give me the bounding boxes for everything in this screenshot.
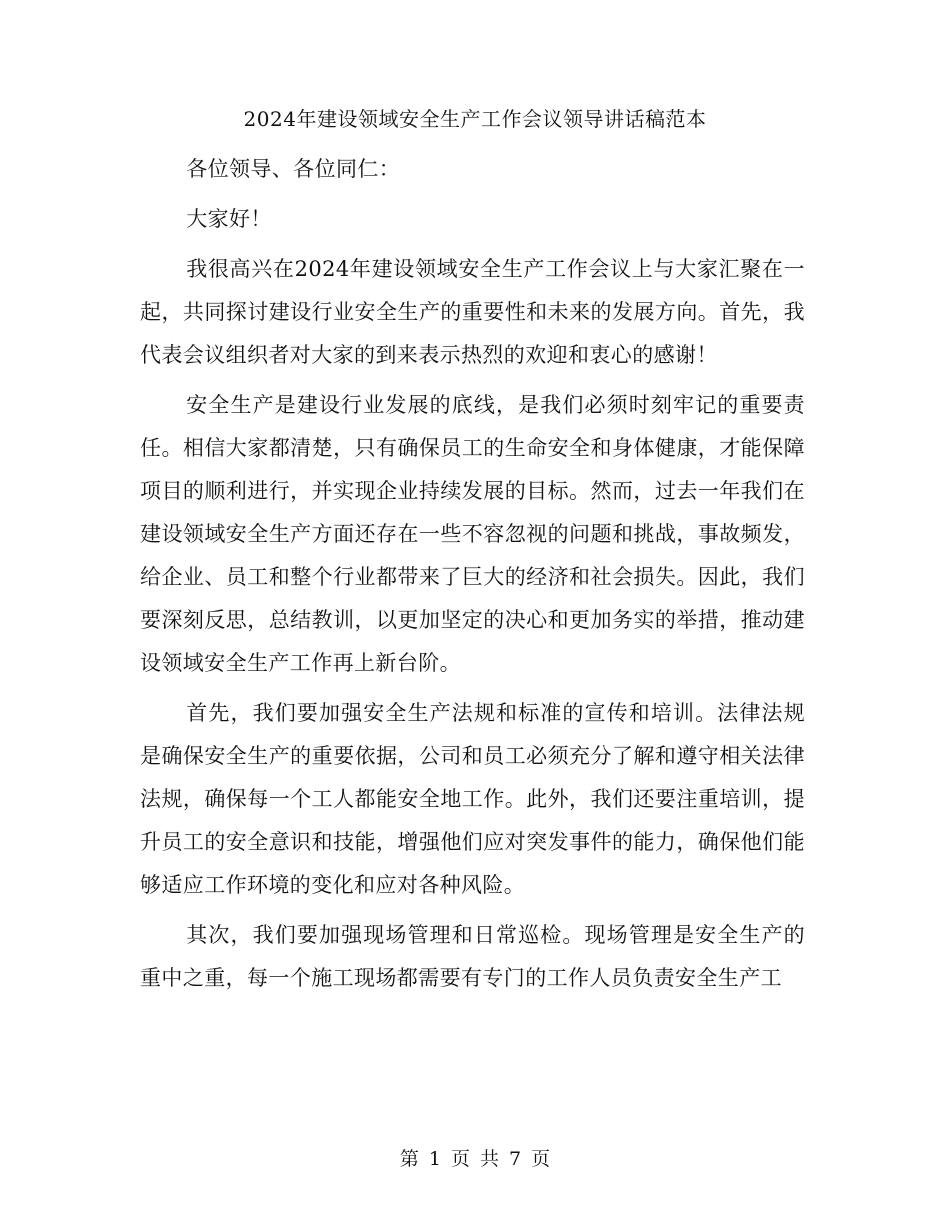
body-paragraph: 首先，我们要加强安全生产法规和标准的宣传和培训。法律法规是确保安全生产的重要依据，公司和员工必须充分了解和遵守相关法律法规，确保每一个工人都能安全地工作。此外，我们还要注重培训，提升员工的安全意识和技能，增强他们应对突发事件的能力，确保他们能够适应工作环境的变化和应对各种风险。 — [140, 701, 805, 897]
document-title: 2024年建设领域安全生产工作会议领导讲话稿范本 — [243, 107, 707, 131]
body-paragraph: 我很高兴在2024年建设领域安全生产工作会议上与大家汇聚在一起，共同探讨建设行业安全生产的重要性和未来的发展方向。首先，我代表会议组织者对大家的到来表示热烈的欢迎和衷心的感谢！ — [140, 257, 805, 367]
body-paragraph: 其次，我们要加强现场管理和日常巡检。现场管理是安全生产的重中之重，每一个施工现场都需要有专门的工作人员负责安全生产工 — [140, 923, 805, 990]
greeting: 大家好！ — [186, 207, 272, 231]
document-body — [140, 148, 805, 1007]
salutation: 各位领导、各位同仁： — [186, 157, 401, 181]
page-number-footer: 第 1 页 共 7 页 — [399, 1148, 551, 1170]
body-paragraph: 安全生产是建设行业发展的底线，是我们必须时刻牢记的重要责任。相信大家都清楚，只有确保员工的生命安全和身体健康，才能保障项目的顺利进行，并实现企业持续发展的目标。然而，过去一年我们在建设领域安全生产方面还存在一些不容忽视的问题和挑战，事故频发，给企业、员工和整个行业都带来了巨大的经济和社会损失。因此，我们要深刻反思，总结教训，以更加坚定的决心和更加务实的举措，推动建设领域安全生产工作再上新台阶。 — [140, 393, 805, 675]
